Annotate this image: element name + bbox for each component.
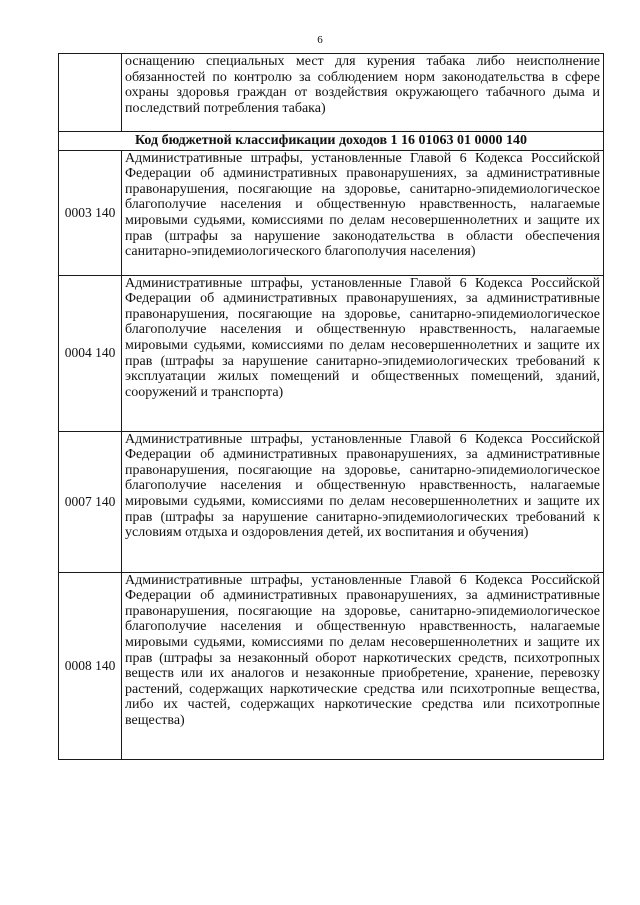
revenue-code-table [58, 53, 604, 760]
page-number: 6 [317, 34, 323, 46]
row-code: 0004 140 [59, 275, 122, 431]
table-row [59, 150, 604, 275]
row-description: Административные штрафы, установленные Главой 6 Кодекса Российской Федерации об административных правонарушениях, за административные правонарушения, посягающие на здоровье, санитарно-эпидемиологическое благополучие населения и общественную нравственность, налагаемые мировыми судьями, комиссиями по делам несовершеннолетних и защите их прав (штрафы за нарушение санитарно-эпидемиологических требований к эксплуатации жилых помещений и общественных помещений, зданий, сооружений и транспорта) [122, 275, 604, 431]
continuation-text: оснащению специальных мест для курения табака либо неисполнение обязанностей по контролю за соблюдением норм законодательства в сфере охраны здоровья граждан от воздействия окружающего табачного дыма и последствий потребления табака) [122, 54, 604, 132]
row-code: 0008 140 [59, 572, 122, 759]
row-code: 0007 140 [59, 431, 122, 572]
table-row [59, 572, 604, 759]
section-header: Код бюджетной классификации доходов 1 16 01063 01 0000 140 [59, 132, 604, 151]
continuation-row [59, 54, 604, 132]
table-row [59, 431, 604, 572]
row-description: Административные штрафы, установленные Главой 6 Кодекса Российской Федерации об административных правонарушениях, за административные правонарушения, посягающие на здоровье, санитарно-эпидемиологическое благополучие населения и общественную нравственность, налагаемые мировыми судьями, комиссиями по делам несовершеннолетних и защите их прав (штрафы за нарушение санитарно-эпидемиологических требований к условиям отдыха и оздоровления детей, их воспитания и обучения) [122, 431, 604, 572]
row-description: Административные штрафы, установленные Главой 6 Кодекса Российской Федерации об административных правонарушениях, за административные правонарушения, посягающие на здоровье, санитарно-эпидемиологическое благополучие населения и общественную нравственность, налагаемые мировыми судьями, комиссиями по делам несовершеннолетних и защите их прав (штрафы за нарушение законодательства в области обеспечения санитарно-эпидемиологического благополучия населения) [122, 150, 604, 275]
section-header-row [59, 132, 604, 151]
row-description: Административные штрафы, установленные Главой 6 Кодекса Российской Федерации об административных правонарушениях, за административные правонарушения, посягающие на здоровье, санитарно-эпидемиологическое благополучие населения и общественную нравственность, налагаемые мировыми судьями, комиссиями по делам несовершеннолетних и защите их прав (штрафы за незаконный оборот наркотических средств, психотропных веществ или их аналогов и незаконные приобретение, хранение, перевозку растений, содержащих наркотические средства или психотропные вещества, либо их частей, содержащих наркотические средства или психотропные вещества) [122, 572, 604, 759]
row-code: 0003 140 [59, 150, 122, 275]
continuation-code-cell [59, 54, 122, 132]
table-row [59, 275, 604, 431]
